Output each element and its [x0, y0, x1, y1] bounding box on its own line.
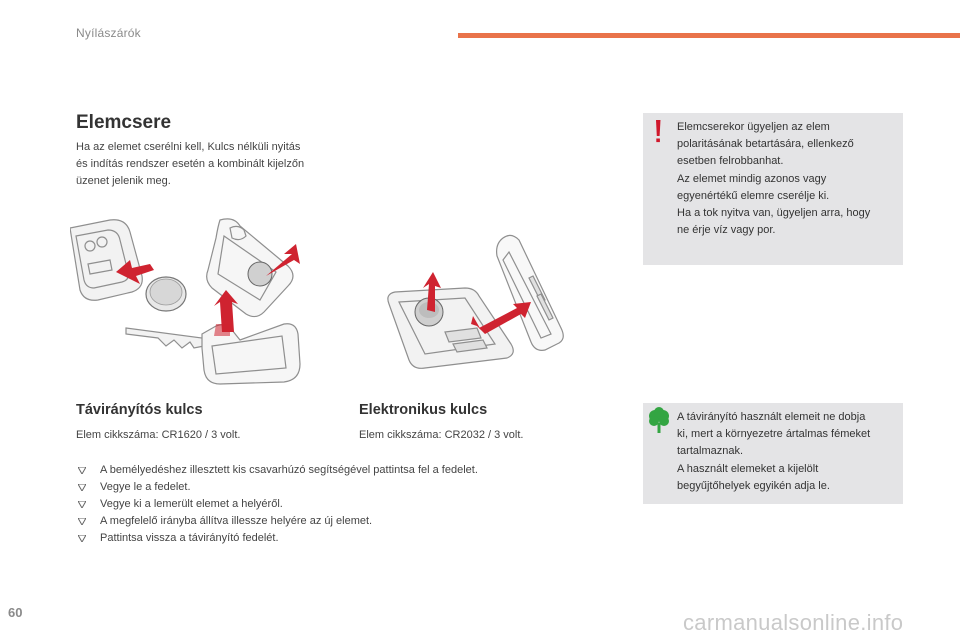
step-text: Pattintsa vissza a távirányító fedelét.: [100, 532, 279, 544]
warning-box: [643, 113, 903, 265]
step-text: A bemélyedéshez illesztett kis csavarhúzó segítségével pattintsa fel a fedelet.: [100, 464, 478, 476]
warning-line: ne érje víz vagy por.: [677, 224, 776, 237]
environment-line: ki, mert a környezetre ártalmas fémeket: [677, 428, 871, 441]
environment-line: begyűjtőhelyek egyikén adja le.: [677, 479, 830, 492]
bullet-arrow-icon: [78, 535, 86, 542]
environment-line: A távirányító használt elemeit ne dobja: [677, 411, 866, 423]
remote-key-illustration: [70, 214, 302, 386]
environment-line: tartalmaznak.: [677, 445, 744, 458]
list-item: [76, 513, 478, 530]
list-item: [76, 479, 478, 496]
remote-key-heading: Távirányítós kulcs: [76, 402, 203, 418]
bullet-arrow-icon: [78, 501, 86, 508]
intro-paragraph: [76, 139, 346, 190]
intro-line: üzenet jelenik meg.: [76, 175, 171, 187]
warning-line: esetben felrobbanhat.: [677, 155, 784, 168]
page-heading: Elemcsere: [76, 112, 172, 133]
environment-box: [643, 403, 903, 504]
bullet-arrow-icon: [78, 467, 86, 474]
steps-list: [76, 462, 478, 547]
smart-key-illustration: [385, 232, 575, 382]
environment-text: [677, 409, 899, 495]
header-rule: [458, 33, 960, 38]
warning-line: Elemcserekor ügyeljen az elem: [677, 121, 830, 133]
remote-battery-spec: Elem cikkszáma: CR1620 / 3 volt.: [76, 429, 241, 441]
step-text: A megfelelő irányba állítva illessze helyére az új elemet.: [100, 515, 373, 527]
smart-key-heading: Elektronikus kulcs: [359, 402, 488, 418]
warning-line: polaritásának betartására, ellenkező: [677, 138, 854, 151]
warning-text: [677, 119, 899, 239]
intro-line: Ha az elemet cserélni kell, Kulcs nélküli nyitás: [76, 141, 301, 153]
section-title: Nyílászárók: [76, 26, 141, 40]
list-item: [76, 530, 478, 547]
intro-line: és indítás rendszer esetén a kombinált kijelzőn: [76, 158, 305, 170]
smart-battery-spec: Elem cikkszáma: CR2032 / 3 volt.: [359, 429, 524, 441]
exclamation-icon: [651, 119, 665, 145]
tree-icon: [647, 407, 671, 435]
watermark: carmanualsonline.info: [683, 610, 904, 635]
list-item: [76, 462, 478, 479]
page-number: 60: [8, 605, 23, 620]
warning-line: Az elemet mindig azonos vagy: [677, 172, 827, 185]
bullet-arrow-icon: [78, 518, 86, 525]
environment-line: A használt elemeket a kijelölt: [677, 462, 819, 475]
list-item: [76, 496, 478, 513]
warning-line: egyenértékű elemre cserélje ki.: [677, 189, 830, 202]
step-text: Vegye le a fedelet.: [100, 481, 191, 493]
warning-line: Ha a tok nyitva van, ügyeljen arra, hogy: [677, 207, 871, 220]
bullet-arrow-icon: [78, 484, 86, 491]
step-text: Vegye ki a lemerült elemet a helyéről.: [100, 498, 283, 510]
